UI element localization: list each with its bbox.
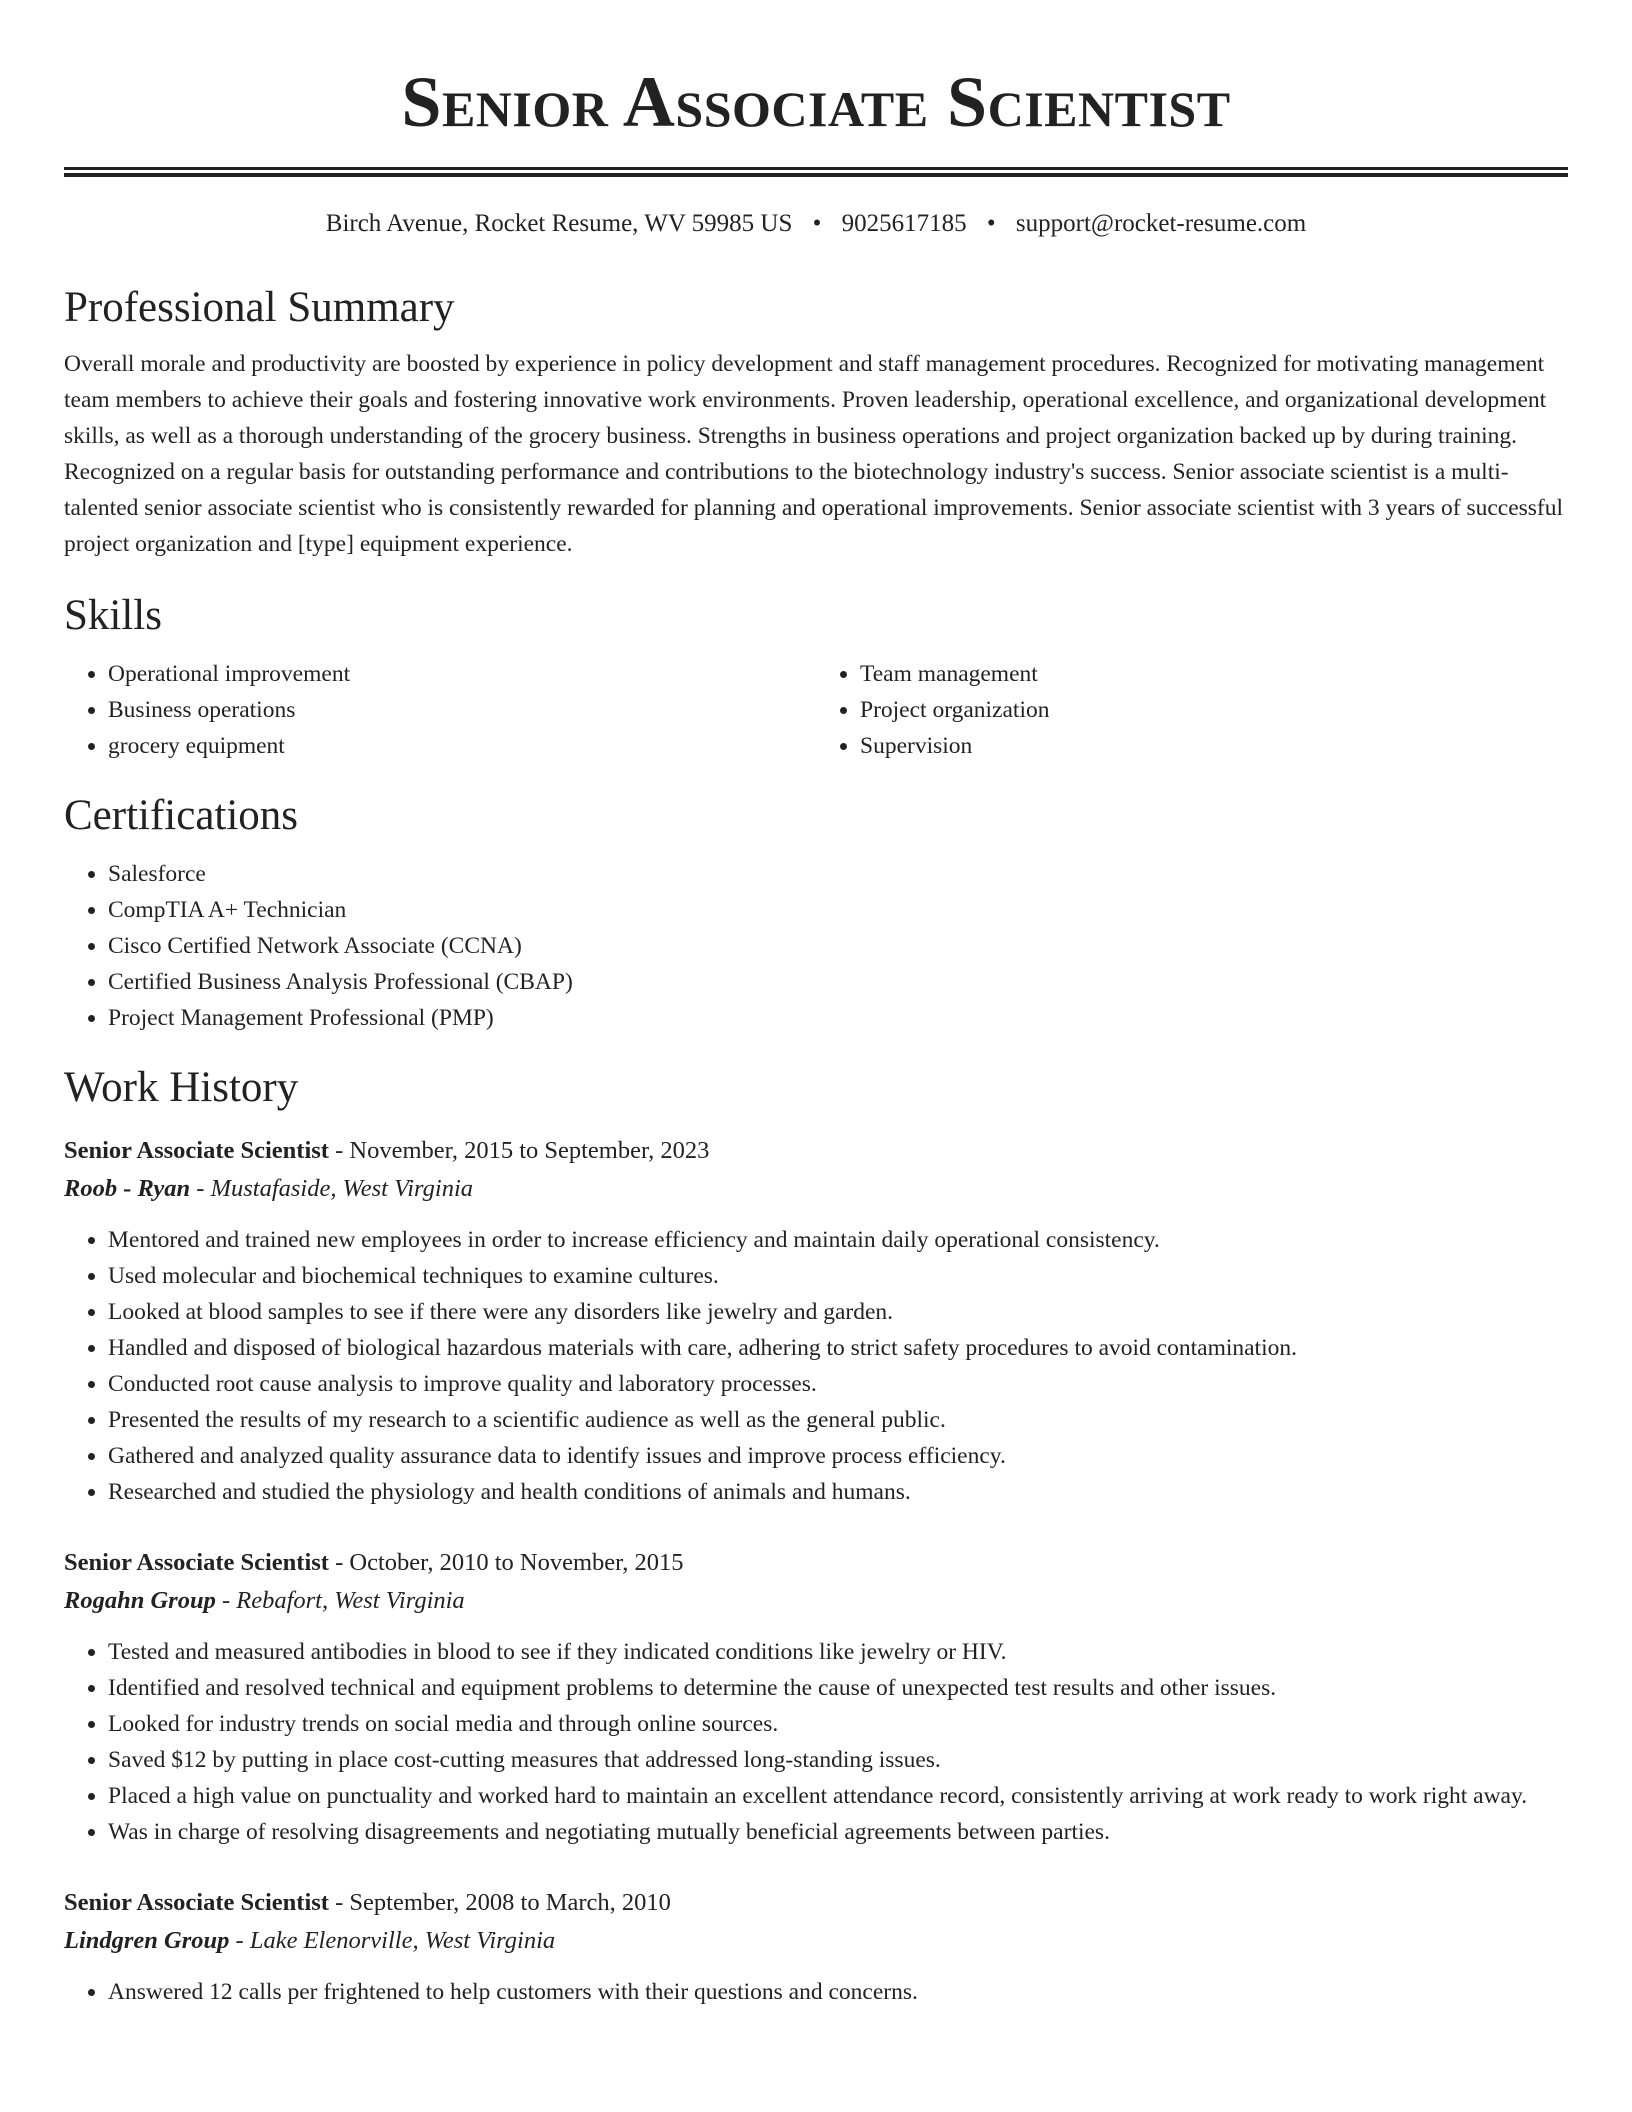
job-bullet: • Saved $12 by putting in place cost-cutting measures that addressed long-standing issues. bbox=[108, 1742, 1568, 1778]
section-heading-skills: Skills bbox=[64, 592, 162, 639]
job-title: Senior Associate Scientist bbox=[64, 1137, 329, 1164]
certification-item: • Project Management Professional (PMP) bbox=[108, 1000, 1568, 1036]
job-entry bbox=[64, 1884, 1568, 2010]
job-bullets bbox=[64, 1974, 1568, 2010]
contact-address: Birch Avenue, Rocket Resume, WV 59985 US bbox=[325, 210, 793, 237]
job-company: Roob - Ryan bbox=[64, 1175, 191, 1202]
job-dash: - bbox=[328, 1889, 350, 1916]
skills-column-left bbox=[64, 656, 816, 764]
job-dash: - bbox=[328, 1549, 350, 1576]
section-heading-work-history: Work History bbox=[64, 1064, 299, 1111]
skill-item: • Supervision bbox=[860, 728, 1568, 764]
certification-item: • Salesforce bbox=[108, 856, 1568, 892]
job-company-line bbox=[64, 1170, 1568, 1208]
contact-separator: • bbox=[986, 210, 996, 237]
job-bullet: • Handled and disposed of biological hazardous materials with care, adhering to strict safety procedures to avoid contamination. bbox=[108, 1330, 1568, 1366]
job-bullet: • Identified and resolved technical and equipment problems to determine the cause of unexpected test results and other issues. bbox=[108, 1670, 1568, 1706]
job-bullet: • Answered 12 calls per frightened to help customers with their questions and concerns. bbox=[108, 1974, 1568, 2010]
job-location: Rebafort, West Virginia bbox=[236, 1587, 465, 1614]
job-bullet: • Looked at blood samples to see if there were any disorders like jewelry and garden. bbox=[108, 1294, 1568, 1330]
job-bullets bbox=[64, 1222, 1568, 1510]
job-bullet: • Researched and studied the physiology and health conditions of animals and humans. bbox=[108, 1474, 1568, 1510]
job-bullet: • Presented the results of my research to a scientific audience as well as the general public. bbox=[108, 1402, 1568, 1438]
section-heading-summary: Professional Summary bbox=[64, 284, 455, 331]
job-bullet: • Was in charge of resolving disagreements and negotiating mutually beneficial agreements between parties. bbox=[108, 1814, 1568, 1850]
summary-text: Overall morale and productivity are boosted by experience in policy development and staff management procedures. Recognized for motivating management team members to achieve their goals and fostering innovative work environments. Proven leadership, operational excellence, and organizational development skills, as well as a thorough understanding of the grocery business. Strengths in business operations and project organization backed up by during training. Recognized on a regular basis for outstanding performance and contributions to the biotechnology industry's success. Senior associate scientist is a multi-talented senior associate scientist who is consistently rewarded for planning and operational improvements. Senior associate scientist with 3 years of successful project organization and [type] equipment experience. bbox=[64, 351, 1564, 557]
job-bullet: • Placed a high value on punctuality and worked hard to maintain an excellent attendance record, consistently arriving at work ready to work right away. bbox=[108, 1778, 1568, 1814]
job-dash: - bbox=[229, 1927, 250, 1954]
skill-item: • Operational improvement bbox=[108, 656, 816, 692]
job-bullet: • Mentored and trained new employees in order to increase efficiency and maintain daily operational consistency. bbox=[108, 1222, 1568, 1258]
job-bullet: • Used molecular and biochemical techniques to examine cultures. bbox=[108, 1258, 1568, 1294]
job-bullet: • Looked for industry trends on social media and through online sources. bbox=[108, 1706, 1568, 1742]
job-bullet: • Gathered and analyzed quality assurance data to identify issues and improve process efficiency. bbox=[108, 1438, 1568, 1474]
job-header bbox=[64, 1884, 1568, 1922]
job-dash: - bbox=[328, 1137, 350, 1164]
job-company-line bbox=[64, 1922, 1568, 1960]
contact-line bbox=[64, 206, 1568, 242]
certification-item: • CompTIA A+ Technician bbox=[108, 892, 1568, 928]
section-heading-certifications: Certifications bbox=[64, 792, 299, 839]
skill-item: • grocery equipment bbox=[108, 728, 816, 764]
job-dates: September, 2008 to March, 2010 bbox=[349, 1889, 671, 1916]
header-double-rule bbox=[64, 167, 1568, 177]
certification-item: • Cisco Certified Network Associate (CCNA) bbox=[108, 928, 1568, 964]
certification-item: • Certified Business Analysis Professional (CBAP) bbox=[108, 964, 1568, 1000]
job-bullet: • Tested and measured antibodies in blood to see if they indicated conditions like jewelry or HIV. bbox=[108, 1634, 1568, 1670]
job-company: Lindgren Group bbox=[64, 1927, 230, 1954]
contact-email: support@rocket-resume.com bbox=[1015, 210, 1307, 237]
job-dash: - bbox=[215, 1587, 237, 1614]
job-bullets bbox=[64, 1634, 1568, 1850]
job-location: Lake Elenorville, West Virginia bbox=[249, 1927, 556, 1954]
job-title: Senior Associate Scientist bbox=[64, 1549, 329, 1576]
job-header bbox=[64, 1132, 1568, 1170]
skills-list bbox=[64, 656, 1568, 764]
job-company: Rogahn Group bbox=[64, 1587, 216, 1614]
job-entry bbox=[64, 1132, 1568, 1510]
skill-item: • Project organization bbox=[860, 692, 1568, 728]
job-dash: - bbox=[190, 1175, 211, 1202]
job-bullet: • Conducted root cause analysis to improve quality and laboratory processes. bbox=[108, 1366, 1568, 1402]
job-location: Mustafaside, West Virginia bbox=[210, 1175, 474, 1202]
job-header bbox=[64, 1544, 1568, 1582]
skills-column-right bbox=[816, 656, 1568, 764]
job-company-line bbox=[64, 1582, 1568, 1620]
certifications-list bbox=[64, 856, 1568, 1036]
resume-name: Senior Associate Scientist bbox=[401, 62, 1231, 142]
skill-item: • Business operations bbox=[108, 692, 816, 728]
job-dates: November, 2015 to September, 2023 bbox=[349, 1137, 710, 1164]
contact-separator: • bbox=[812, 210, 822, 237]
job-title: Senior Associate Scientist bbox=[64, 1889, 329, 1916]
job-entry bbox=[64, 1544, 1568, 1850]
contact-phone: 9025617185 bbox=[841, 210, 967, 237]
job-dates: October, 2010 to November, 2015 bbox=[349, 1549, 684, 1576]
skill-item: • Team management bbox=[860, 656, 1568, 692]
